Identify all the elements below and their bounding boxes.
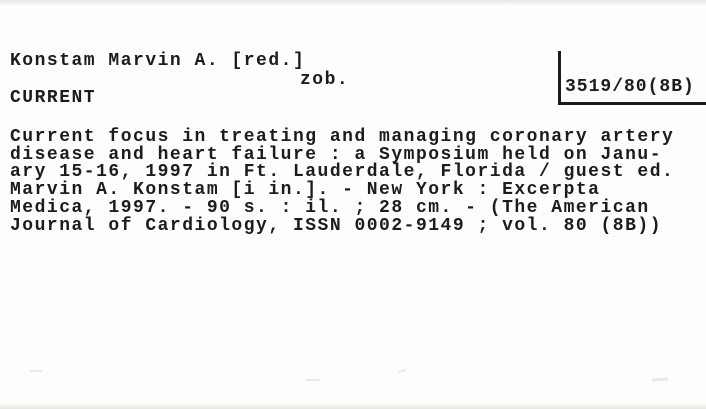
- call-number: 3519/80(8B): [565, 77, 695, 97]
- zob-note: zob.: [300, 70, 350, 90]
- scan-speck: [30, 370, 42, 372]
- description-line: disease and heart failure : a Symposium held on Janu-: [10, 144, 662, 165]
- scan-speck: [398, 369, 406, 373]
- call-number-box: [558, 51, 706, 105]
- scan-speck: [306, 379, 320, 381]
- description-line: Medica, 1997. - 90 s. : il. ; 28 cm. - (The American: [10, 197, 650, 218]
- scan-edge-bottom: [0, 403, 706, 409]
- description-line: Marvin A. Konstam [i in.]. - New York : Excerpta: [10, 180, 601, 201]
- description-line: Current focus in treating and managing coronary artery: [10, 127, 675, 147]
- author-heading: Konstam Marvin A. [red.]: [10, 51, 306, 71]
- scan-edge-top: [0, 0, 706, 7]
- scan-speck: [652, 377, 668, 381]
- filing-word: CURRENT: [10, 88, 97, 108]
- description-line: Journal of Cardiology, ISSN 0002-9149 ; vol. 80 (8B)): [10, 215, 662, 236]
- description-line: ary 15-16, 1997 in Ft. Lauderdale, Florida / guest ed.: [10, 162, 675, 183]
- bibliographic-description: [10, 129, 674, 235]
